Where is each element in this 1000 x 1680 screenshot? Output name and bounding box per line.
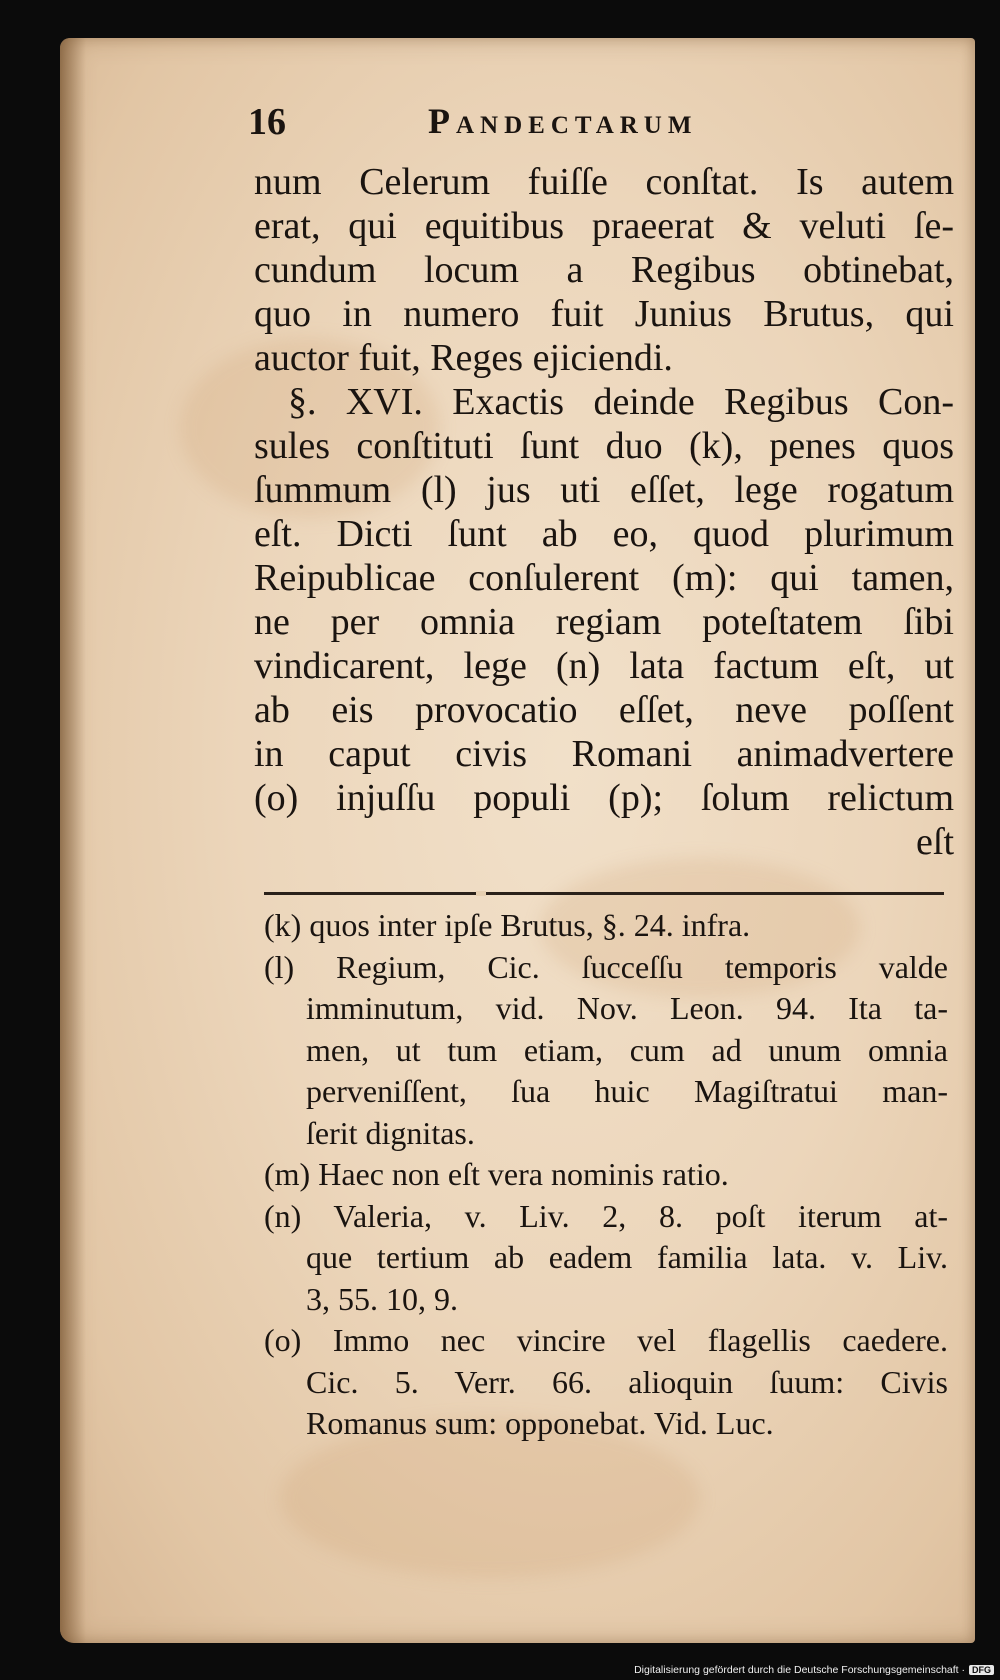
footnote-line: imminutum, vid. Nov. Leon. 94. Ita ta- bbox=[306, 990, 948, 1026]
text-line: sules conſtituti ſunt duo (k), penes quos bbox=[254, 425, 954, 467]
page-header bbox=[248, 100, 953, 148]
text-line: §. XVI. Exactis deinde Regibus Con- bbox=[288, 381, 954, 423]
page-gutter-shadow bbox=[60, 38, 86, 1643]
text-line: cundum locum a Regibus obtinebat, bbox=[254, 249, 954, 291]
text-line: auctor fuit, Reges ejiciendi. bbox=[254, 337, 673, 379]
text-line: quo in numero fuit Junius Brutus, qui bbox=[254, 293, 954, 335]
footnote-line: (m) Haec non eſt vera nominis ratio. bbox=[264, 1156, 729, 1192]
text-line: (o) injuſſu populi (p); ſolum relictum bbox=[254, 777, 954, 819]
footnote-line: perveniſſent, ſua huic Magiſtratui man- bbox=[306, 1073, 948, 1109]
footnote-line: que tertium ab eadem familia lata. v. Liv. bbox=[306, 1239, 948, 1275]
text-line: vindicarent, lege (n) lata factum eſt, ut bbox=[254, 645, 954, 687]
footnote-line: (n) Valeria, v. Liv. 2, 8. poſt iterum at- bbox=[264, 1197, 948, 1234]
footnote-line: (l) Regium, Cic. ſucceſſu temporis valde bbox=[264, 948, 948, 985]
footnote-line: men, ut tum etiam, cum ad unum omnia bbox=[306, 1031, 948, 1068]
footnote-line: 3, 55. 10, 9. bbox=[306, 1280, 458, 1317]
page-number: 16 bbox=[248, 101, 286, 143]
footnote-line: Romanus sum: opponebat. Vid. Luc. bbox=[306, 1405, 774, 1441]
dfg-logo: DFG bbox=[969, 1665, 994, 1675]
text-line: in caput civis Romani animadvertere bbox=[254, 733, 954, 775]
footnote-line: ſerit dignitas. bbox=[306, 1114, 475, 1151]
text-line: Reipublicae conſulerent (m): qui tamen, bbox=[254, 557, 954, 599]
catchword: eſt bbox=[916, 821, 954, 863]
footnote-line: (k) quos inter ipſe Brutus, §. 24. infra. bbox=[264, 907, 751, 943]
text-line: ne per omnia regiam poteſtatem ſibi bbox=[254, 601, 954, 643]
main-text-block bbox=[254, 160, 954, 864]
footnote-line: Cic. 5. Verr. 66. alioquin ſuum: Civis bbox=[306, 1363, 948, 1400]
footnote-rule bbox=[264, 892, 944, 895]
text-line: ab eis provocatio eſſet, neve poſſent bbox=[254, 689, 954, 731]
text-line: erat, qui equitibus praeerat & veluti ſe- bbox=[254, 205, 954, 247]
footnote-line: (o) Immo nec vincire vel flagellis caedere. bbox=[264, 1322, 948, 1358]
text-line: ſummum (l) jus uti eſſet, lege rogatum bbox=[254, 469, 954, 511]
credit-text: Digitalisierung gefördert durch die Deutsche Forschungsgemeinschaft · bbox=[634, 1664, 965, 1676]
running-head: Pandectarum bbox=[428, 101, 698, 141]
text-line: eſt. Dicti ſunt ab eo, quod plurimum bbox=[254, 513, 954, 555]
text-line: num Celerum fuiſſe conſtat. Is autem bbox=[254, 161, 954, 203]
digitization-credit bbox=[634, 1664, 994, 1676]
footnotes-block bbox=[264, 905, 948, 1445]
